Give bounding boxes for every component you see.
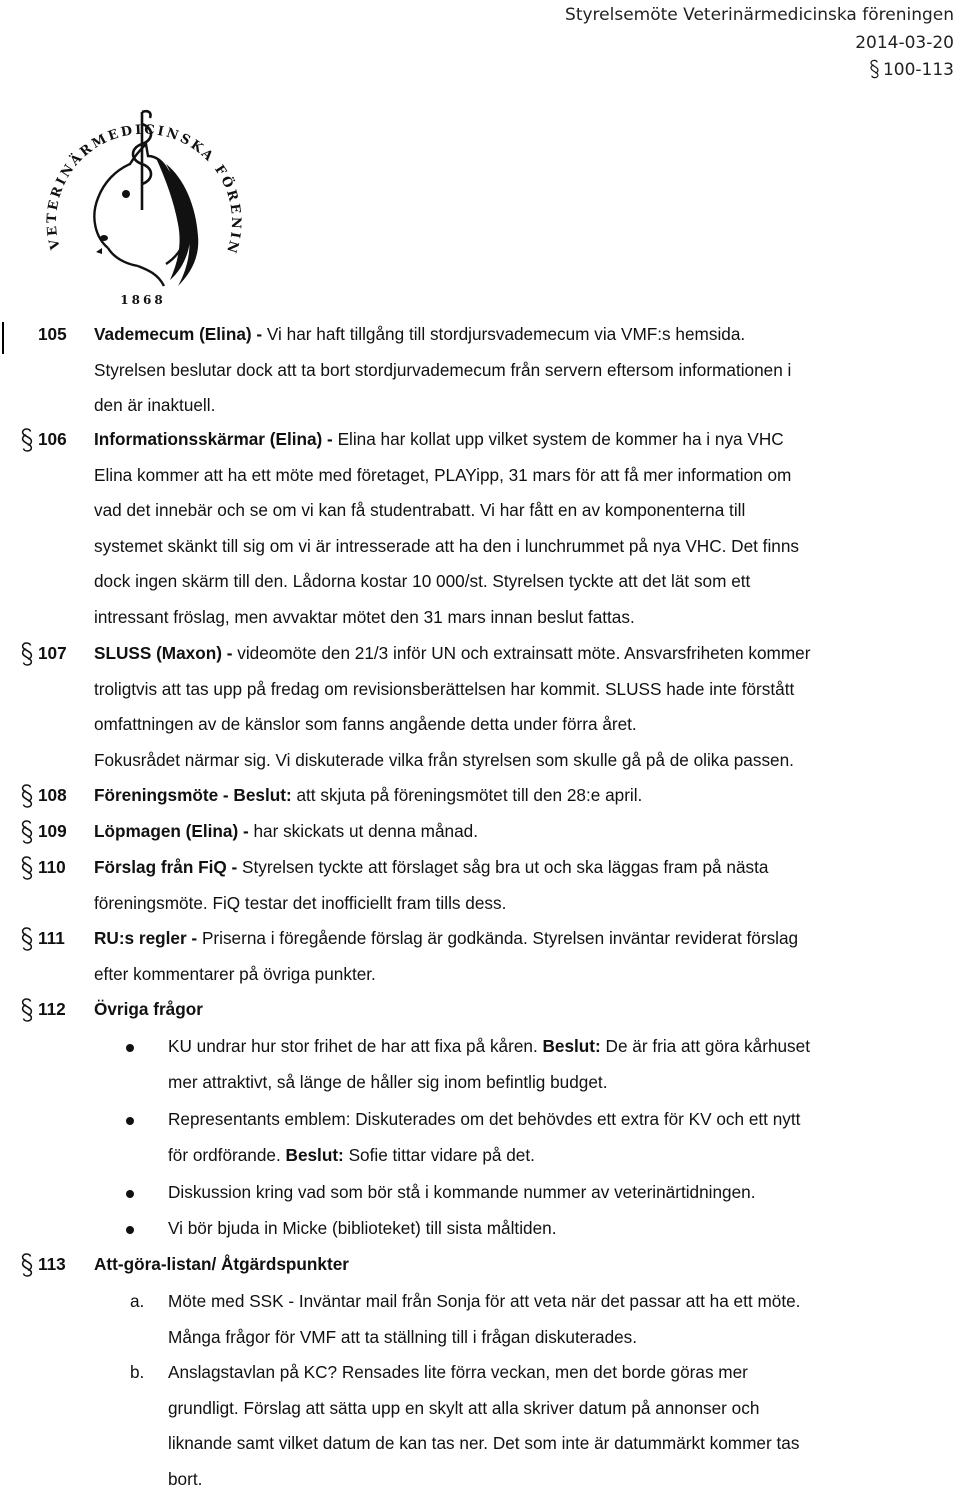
header-date: 2014-03-20: [855, 32, 954, 53]
list-letter: a.: [130, 1291, 145, 1311]
section-sign-icon: [20, 998, 34, 1022]
item-heading: Löpmagen (Elina) -: [94, 821, 249, 841]
logo-year: 1868: [120, 293, 166, 307]
decision-label: Beslut:: [233, 785, 292, 805]
item-number: 111: [38, 928, 65, 948]
logo-arc-text: VETERINÄRMEDICINSKA FÖRENIN: [44, 122, 244, 257]
item-heading: Informationsskärmar (Elina) -: [94, 429, 333, 449]
item-heading: Förslag från FiQ -: [94, 857, 238, 877]
item-heading: SLUSS (Maxon) -: [94, 643, 233, 663]
item-content: Informationsskärmar (Elina) - Elina har kollat upp vilket system de kommer ha i nya VHC Elina kommer att ha ett möte med företaget, PLAYipp, 31 mars för att få mer information om vad det innebär och se om vi kan få studentrabatt. Vi har fått en av komponenterna till systemet skänkt till sig om vi är intresserade att ha den i lunchrummet på nya VHC. Det finns dock ingen skärm till den. Lådorna kostar 10 000/st. Styrelsen tyckte att det lät som ett intressant fröslag, men avvaktar mötet den 31 mars innan beslut fattas.: [94, 429, 799, 627]
item-content: Förslag från FiQ - Styrelsen tyckte att förslaget såg bra ut och ska läggas fram på nästa föreningsmöte. FiQ testar det inofficiellt fram tills dess.: [94, 857, 769, 913]
item-content: Föreningsmöte - Beslut: att skjuta på föreningsmötet till den 28:e april.: [94, 785, 643, 805]
item-heading: Övriga frågor: [94, 999, 203, 1019]
item-heading: Att-göra-listan/ Åtgärdspunkter: [94, 1254, 349, 1274]
bullet-icon: [126, 1044, 134, 1052]
item-content: Vademecum (Elina) - Vi har haft tillgång till stordjursvademecum via VMF:s hemsida. Styrelsen beslutar dock att ta bort stordjurvademecum från servern eftersom informationen i den är inaktuell.: [94, 324, 792, 416]
item-content: Löpmagen (Elina) - har skickats ut denna månad.: [94, 821, 478, 841]
list-letter: b.: [130, 1362, 145, 1382]
item-content: [94, 1247, 960, 1283]
section-sign-icon: [20, 856, 34, 880]
bullet-icon: [126, 1117, 134, 1125]
revision-bar: [2, 322, 4, 354]
svg-text:VETERINÄRMEDICINSKA FÖRENINGEN: [38, 98, 243, 257]
document-header: [565, 2, 954, 89]
item-number: 109: [38, 821, 67, 841]
item-number: 112: [38, 999, 66, 1019]
section-sign-icon: [20, 820, 34, 844]
item-number: 108: [38, 785, 67, 805]
decision-label: Beslut:: [285, 1144, 344, 1165]
header-title: Styrelsemöte Veterinärmedicinska föreningen: [565, 5, 954, 25]
item-number: 105: [38, 324, 67, 344]
item-heading: Vademecum (Elina) -: [94, 324, 263, 344]
item-number: 106: [38, 429, 67, 449]
section-sign-icon: [20, 428, 34, 452]
section-sign-icon: [20, 784, 34, 808]
section-sign-icon: [20, 1253, 34, 1277]
bullet-icon: [126, 1190, 134, 1198]
item-number: 110: [38, 857, 66, 877]
decision-label: Beslut:: [542, 1036, 601, 1056]
section-sign-icon: [20, 642, 34, 666]
item-content: [94, 992, 960, 1028]
item-heading: Föreningsmöte -: [94, 785, 229, 805]
item-content: RU:s regler - Priserna i föregående förslag är godkända. Styrelsen inväntar reviderat förslag efter kommentarer på övriga punkter.: [94, 928, 799, 984]
item-heading: RU:s regler -: [94, 928, 198, 948]
section-sign-icon: [20, 927, 34, 951]
header-paragraph-range: 100-113: [565, 57, 954, 89]
association-logo: [38, 98, 248, 310]
bullet-icon: [126, 1226, 134, 1234]
item-number: 107: [38, 643, 67, 663]
item-number: 113: [38, 1254, 66, 1274]
item-content: SLUSS (Maxon) - videomöte den 21/3 inför UN och extrainsatt möte. Ansvarsfriheten kommer troligtvis att tas upp på fredag om revisionsberättelsen har kommit. SLUSS hade inte förstått omfattningen av de känslor som fanns angående detta under förra året. Fokusrådet närmar sig. Vi diskuterade vilka från styrelsen som skulle gå på de olika passen.: [94, 643, 811, 770]
